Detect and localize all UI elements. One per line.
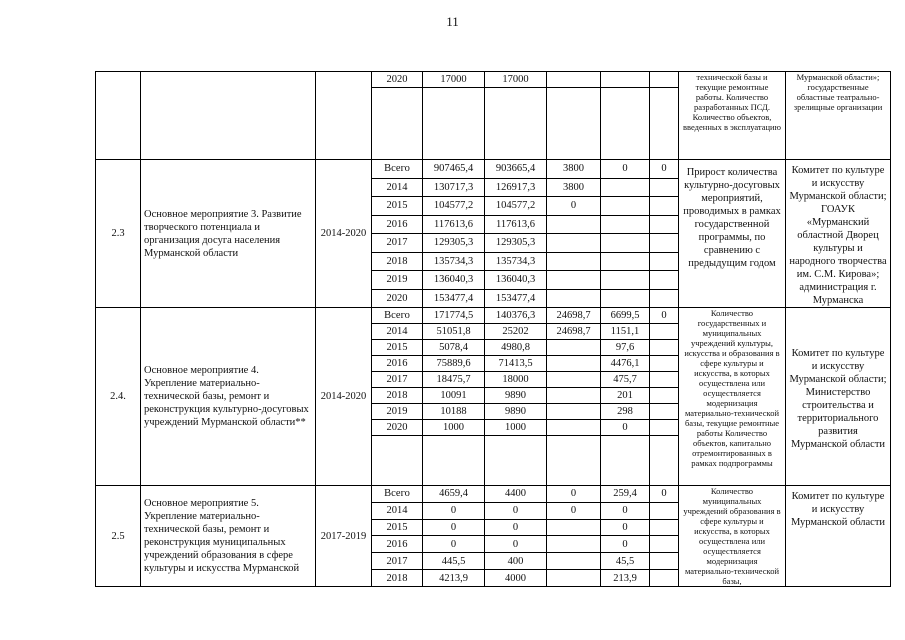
year-cell: 2016 [372,215,423,234]
top-total: 17000 [423,72,485,88]
value-cell: 24698,7 [547,308,601,324]
value-cell: 907465,4 [423,160,485,179]
value-cell [650,519,679,536]
value-cell [547,388,601,404]
value-cell: 0 [601,502,650,519]
value-cell: 0 [423,519,485,536]
value-cell: 71413,5 [485,356,547,372]
value-cell [650,553,679,570]
item-number: 2.3 [96,160,141,308]
value-cell [650,340,679,356]
value-cell: 117613,6 [423,215,485,234]
value-cell: 4213,9 [423,570,485,587]
value-cell: 18475,7 [423,372,485,388]
value-cell: 45,5 [601,553,650,570]
year-cell: 2019 [372,404,423,420]
top-section [96,72,891,160]
value-cell: 140376,3 [485,308,547,324]
value-cell [601,289,650,308]
year-cell: 2016 [372,536,423,553]
value-cell [650,252,679,271]
executor-cell: Комитет по культуре и искусству Мурманской области [786,486,891,587]
value-cell: 129305,3 [485,234,547,253]
year-cell: Всего [372,308,423,324]
value-cell [547,553,601,570]
value-cell [601,215,650,234]
item-period: 2014-2020 [316,308,372,486]
value-cell: 0 [650,308,679,324]
year-cell: 2014 [372,324,423,340]
table-row [96,486,891,503]
value-cell [601,271,650,290]
empty-cell [650,436,679,486]
value-cell: 0 [601,519,650,536]
value-cell: 4000 [485,570,547,587]
value-cell [650,570,679,587]
year-cell: 2017 [372,234,423,253]
executor-cell: Комитет по культуре и искусству Мурманской области; ГОАУК «Мурманский областной Дворец культуры и народного творчества им. С.М. Кирова»; администрация г. Мурманска [786,160,891,308]
value-cell [650,215,679,234]
value-cell [547,215,601,234]
value-cell: 0 [485,502,547,519]
value-cell: 259,4 [601,486,650,503]
year-cell: 2019 [372,271,423,290]
value-cell: 104577,2 [423,197,485,216]
value-cell [601,178,650,197]
value-cell: 135734,3 [423,252,485,271]
year-cell: 2020 [372,289,423,308]
value-cell [650,404,679,420]
indicator-cell: Прирост количества культурно-досуговых мероприятий, проводимых в рамках государственной программы, по сравнению с предыдущим годом [679,160,786,308]
year-cell: 2014 [372,502,423,519]
value-cell: 171774,5 [423,308,485,324]
value-cell: 10188 [423,404,485,420]
value-cell [650,197,679,216]
value-cell [650,289,679,308]
year-cell: 2016 [372,356,423,372]
value-cell: 0 [485,536,547,553]
item-period: 2014-2020 [316,160,372,308]
empty-cell [547,436,601,486]
value-cell: 153477,4 [423,289,485,308]
value-cell [650,372,679,388]
value-cell [650,234,679,253]
value-cell: 24698,7 [547,324,601,340]
value-cell: 3800 [547,178,601,197]
program-table [95,71,891,587]
value-cell: 1151,1 [601,324,650,340]
value-cell: 0 [601,420,650,436]
empty-cell [372,436,423,486]
empty-cell [601,436,650,486]
year-cell: 2018 [372,388,423,404]
value-cell: 0 [650,160,679,179]
value-cell: 201 [601,388,650,404]
year-cell: 2015 [372,519,423,536]
value-cell: 4659,4 [423,486,485,503]
value-cell: 18000 [485,372,547,388]
value-cell [601,197,650,216]
value-cell: 0 [423,502,485,519]
value-cell: 153477,4 [485,289,547,308]
value-cell: 0 [650,486,679,503]
item-number: 2.5 [96,486,141,587]
year-cell: Всего [372,486,423,503]
item-number: 2.4. [96,308,141,486]
value-cell: 0 [547,486,601,503]
top-regional: 17000 [485,72,547,88]
value-cell: 10091 [423,388,485,404]
value-cell [547,356,601,372]
value-cell [547,519,601,536]
value-cell: 135734,3 [485,252,547,271]
year-cell: 2017 [372,372,423,388]
value-cell [650,178,679,197]
year-cell: Всего [372,160,423,179]
value-cell: 126917,3 [485,178,547,197]
value-cell: 97,6 [601,340,650,356]
value-cell: 136040,3 [423,271,485,290]
value-cell: 298 [601,404,650,420]
value-cell: 4400 [485,486,547,503]
value-cell [650,536,679,553]
value-cell: 1000 [485,420,547,436]
item-name: Основное мероприятие 3. Развитие творческого потенциала и организация досуга населения Мурманской области [141,160,316,308]
year-cell: 2014 [372,178,423,197]
value-cell: 213,9 [601,570,650,587]
year-cell: 2018 [372,252,423,271]
top-period [316,72,372,160]
table-row [96,160,891,179]
value-cell [547,289,601,308]
item-name: Основное мероприятие 4. Укрепление материально-технической базы, ремонт и реконструкция культурно-досуговых учреждений Мурманской области** [141,308,316,486]
value-cell [650,271,679,290]
top-name [141,72,316,160]
section-2-4 [96,308,891,486]
value-cell: 6699,5 [601,308,650,324]
page-number: 11 [446,14,459,29]
section-2-3 [96,160,891,308]
value-cell [650,356,679,372]
value-cell: 3800 [547,160,601,179]
year-cell: 2020 [372,420,423,436]
value-cell: 0 [601,160,650,179]
value-cell [547,536,601,553]
top-indicator: технической базы и текущие ремонтные работы. Количество разработанных ПСД. Количество объектов, введенных в эксплуатацию [679,72,786,160]
empty-cell [485,436,547,486]
value-cell [547,271,601,290]
value-cell [650,502,679,519]
value-cell: 0 [423,536,485,553]
value-cell: 136040,3 [485,271,547,290]
value-cell [650,388,679,404]
value-cell: 117613,6 [485,215,547,234]
top-year: 2020 [372,72,423,88]
executor-cell: Комитет по культуре и искусству Мурманской области; Министерство строительства и территориального развития Мурманской области [786,308,891,486]
value-cell: 129305,3 [423,234,485,253]
section-2-5 [96,486,891,587]
indicator-cell: Количество государственных и муниципальных учреждений культуры, искусства и образования в сфере культуры и искусства, в которых осуществлена или осуществляется модернизация материально-технической базы, текущие ремонтные работы Количество объектов, капитально отремонтированных в рамках подпрограммы [679,308,786,486]
top-executor: Мурманской области»; государственные областные театрально-зрелищные организации [786,72,891,160]
value-cell: 475,7 [601,372,650,388]
value-cell [547,372,601,388]
value-cell: 1000 [423,420,485,436]
value-cell [547,420,601,436]
value-cell: 9890 [485,404,547,420]
value-cell: 130717,3 [423,178,485,197]
value-cell: 445,5 [423,553,485,570]
item-period: 2017-2019 [316,486,372,587]
value-cell [547,404,601,420]
value-cell: 0 [485,519,547,536]
year-cell: 2018 [372,570,423,587]
value-cell: 9890 [485,388,547,404]
value-cell [601,252,650,271]
year-cell: 2015 [372,197,423,216]
value-cell: 5078,4 [423,340,485,356]
value-cell [547,570,601,587]
year-cell: 2015 [372,340,423,356]
table-row [96,308,891,324]
value-cell: 0 [547,502,601,519]
indicator-cell: Количество муниципальных учреждений образования в сфере культуры и искусства, в которых осуществлена или осуществляется модернизация материально-технической базы, [679,486,786,587]
top-num [96,72,141,160]
value-cell: 400 [485,553,547,570]
value-cell [650,324,679,340]
value-cell [547,340,601,356]
value-cell: 51051,8 [423,324,485,340]
value-cell: 25202 [485,324,547,340]
empty-cell [423,436,485,486]
value-cell: 75889,6 [423,356,485,372]
value-cell: 0 [601,536,650,553]
year-cell: 2017 [372,553,423,570]
value-cell [601,234,650,253]
item-name: Основное мероприятие 5. Укрепление материально-технической базы, ремонт и реконструкция муниципальных учреждений образования в сфере культуры и искусства Мурманской [141,486,316,587]
value-cell [650,420,679,436]
value-cell: 4476,1 [601,356,650,372]
value-cell [547,252,601,271]
value-cell: 903665,4 [485,160,547,179]
value-cell: 104577,2 [485,197,547,216]
value-cell: 0 [547,197,601,216]
value-cell: 4980,8 [485,340,547,356]
value-cell [547,234,601,253]
